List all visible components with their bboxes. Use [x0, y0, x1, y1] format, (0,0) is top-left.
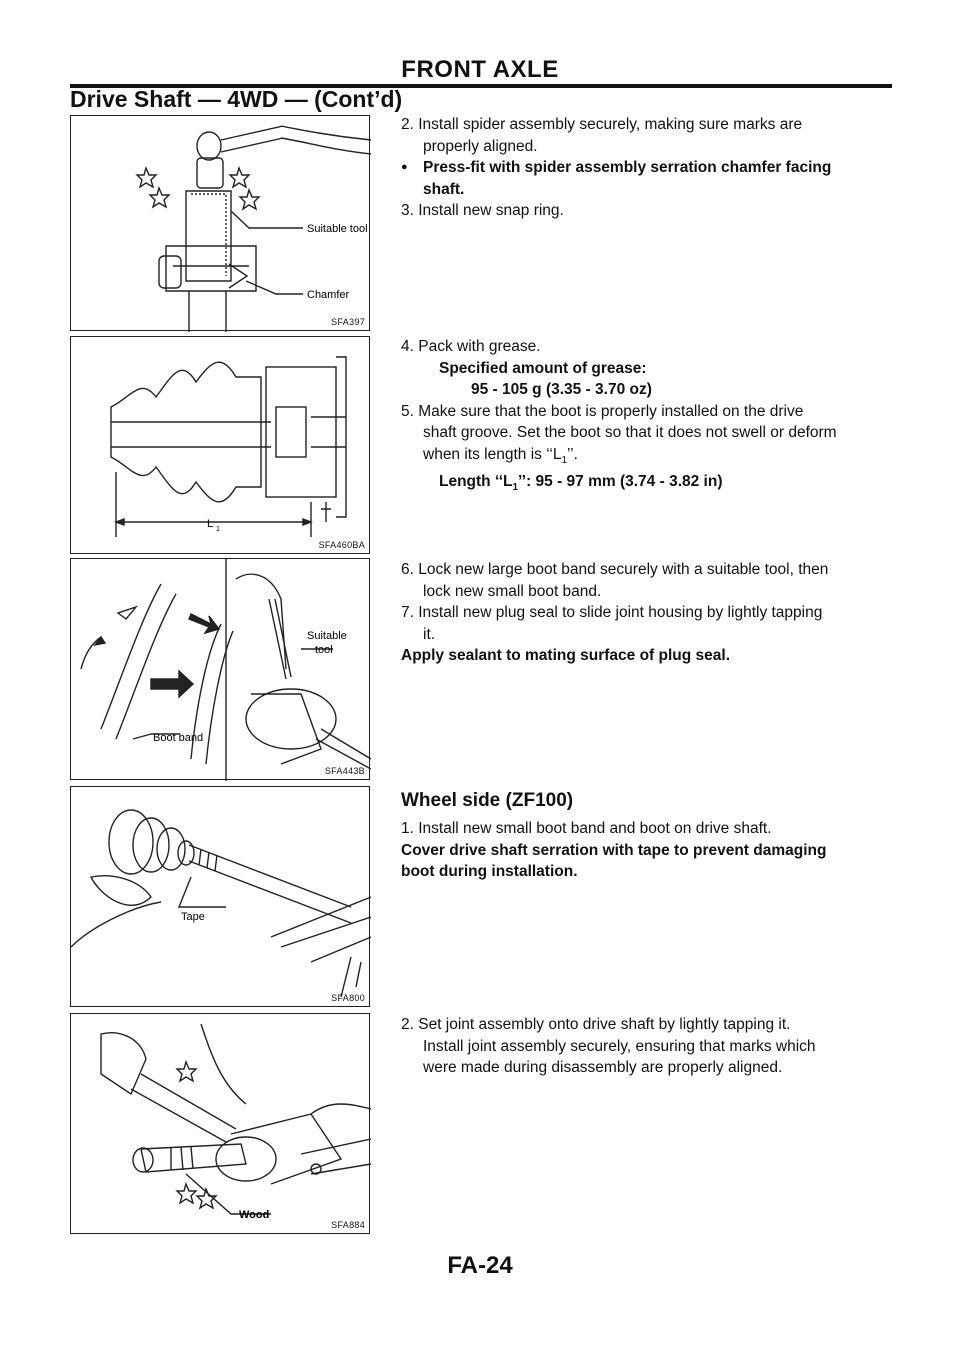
step-5-line1: 5. Make sure that the boot is properly installed on the drive	[401, 402, 804, 420]
step-2-bullet-line1: Press-fit with spider assembly serration chamfer facing	[423, 159, 832, 176]
wheel-step-2-line3: were made during disassembly are properly aligned.	[423, 1059, 783, 1076]
boot-length-spec: Length ‘‘$L_1$’’: 95 - 97 mm (3.74 - 3.82 in)	[439, 473, 723, 494]
figure-label-chamfer: Chamfer	[307, 289, 350, 301]
figure-sfa443b	[70, 558, 370, 780]
figure-id: SFA397	[331, 317, 365, 327]
grease-spec-value: 95 - 105 g (3.35 - 3.70 oz)	[471, 381, 652, 398]
figure-sfa800	[70, 786, 370, 1007]
figure-label-l: L	[207, 518, 214, 530]
wheel-step-2-block	[401, 1014, 891, 1079]
spider-assembly-illustration	[71, 116, 371, 332]
wheel-step-1: 1. Install new small boot band and boot on drive shaft.	[401, 820, 772, 837]
joint-assembly-illustration	[71, 1014, 371, 1235]
step-7-line1: 7. Install new plug seal to slide joint housing by lightly tapping	[401, 604, 823, 621]
figure-sfa460ba	[70, 336, 370, 554]
figure-label-boot-band: Boot band	[153, 732, 204, 744]
step-6-line1: 6. Lock new large boot band securely with a suitable tool, then	[401, 561, 829, 578]
step-7-note: Apply sealant to mating surface of plug seal.	[401, 647, 731, 664]
grease-spec-label: Specified amount of grease:	[439, 359, 647, 377]
figure-label-tape: Tape	[181, 911, 205, 923]
step-3: 3. Install new snap ring.	[401, 202, 564, 219]
wheel-step-1-block	[401, 818, 891, 883]
step-2-bullet-line2: shaft.	[423, 180, 465, 198]
figure-id: SFA884	[331, 1220, 365, 1230]
page-number: FA-24	[447, 1252, 513, 1279]
step-2-line2: properly aligned.	[423, 137, 538, 155]
step-6-line2: lock new small boot band.	[423, 582, 602, 600]
figure-label-wood: Wood	[239, 1209, 270, 1221]
filled-circle-bullet-icon: ●	[401, 161, 408, 173]
step-2-bullet	[401, 157, 891, 200]
figure-id: SFA443B	[324, 766, 365, 776]
figure-label-tool: tool	[315, 644, 333, 656]
step-4-5-block	[401, 336, 891, 499]
step-4: 4. Pack with grease.	[401, 338, 541, 355]
wheel-step-1-note-line2: boot during installation.	[401, 863, 578, 880]
step-2-block	[401, 114, 891, 222]
step-5-line2: shaft groove. Set the boot so that it does not swell or deform	[423, 424, 837, 441]
wheel-step-1-note-line1: Cover drive shaft serration with tape to prevent damaging	[401, 841, 827, 859]
step-5-line3: when its length is ‘‘$L_1$’’.	[423, 445, 578, 466]
figure-sfa397	[70, 115, 370, 331]
boot-band-illustration	[71, 559, 371, 781]
figure-sfa884	[70, 1013, 370, 1234]
tape-serration-illustration	[71, 787, 371, 1008]
wheel-side-heading: Wheel side (ZF100)	[401, 790, 574, 811]
step-2-line1: 2. Install spider assembly securely, making sure marks are	[401, 116, 803, 133]
figure-id: SFA460BA	[318, 540, 365, 550]
wheel-step-2-line2: Install joint assembly securely, ensuring that marks which	[423, 1037, 816, 1055]
figure-id: SFA800	[331, 993, 365, 1003]
step-6-7-block	[401, 559, 891, 667]
step-7-line2: it.	[423, 625, 436, 643]
figure-label-suitable-tool: Suitable tool	[307, 223, 368, 235]
figure-label-suitable: Suitable	[307, 630, 347, 642]
figure-label-l-sub: 1	[216, 526, 220, 533]
boot-length-illustration	[71, 337, 371, 555]
wheel-step-2-line1: 2. Set joint assembly onto drive shaft by lightly tapping it.	[401, 1016, 791, 1033]
section-title: FRONT AXLE	[401, 56, 559, 83]
page-subtitle: Drive Shaft — 4WD — (Cont’d)	[70, 86, 403, 112]
